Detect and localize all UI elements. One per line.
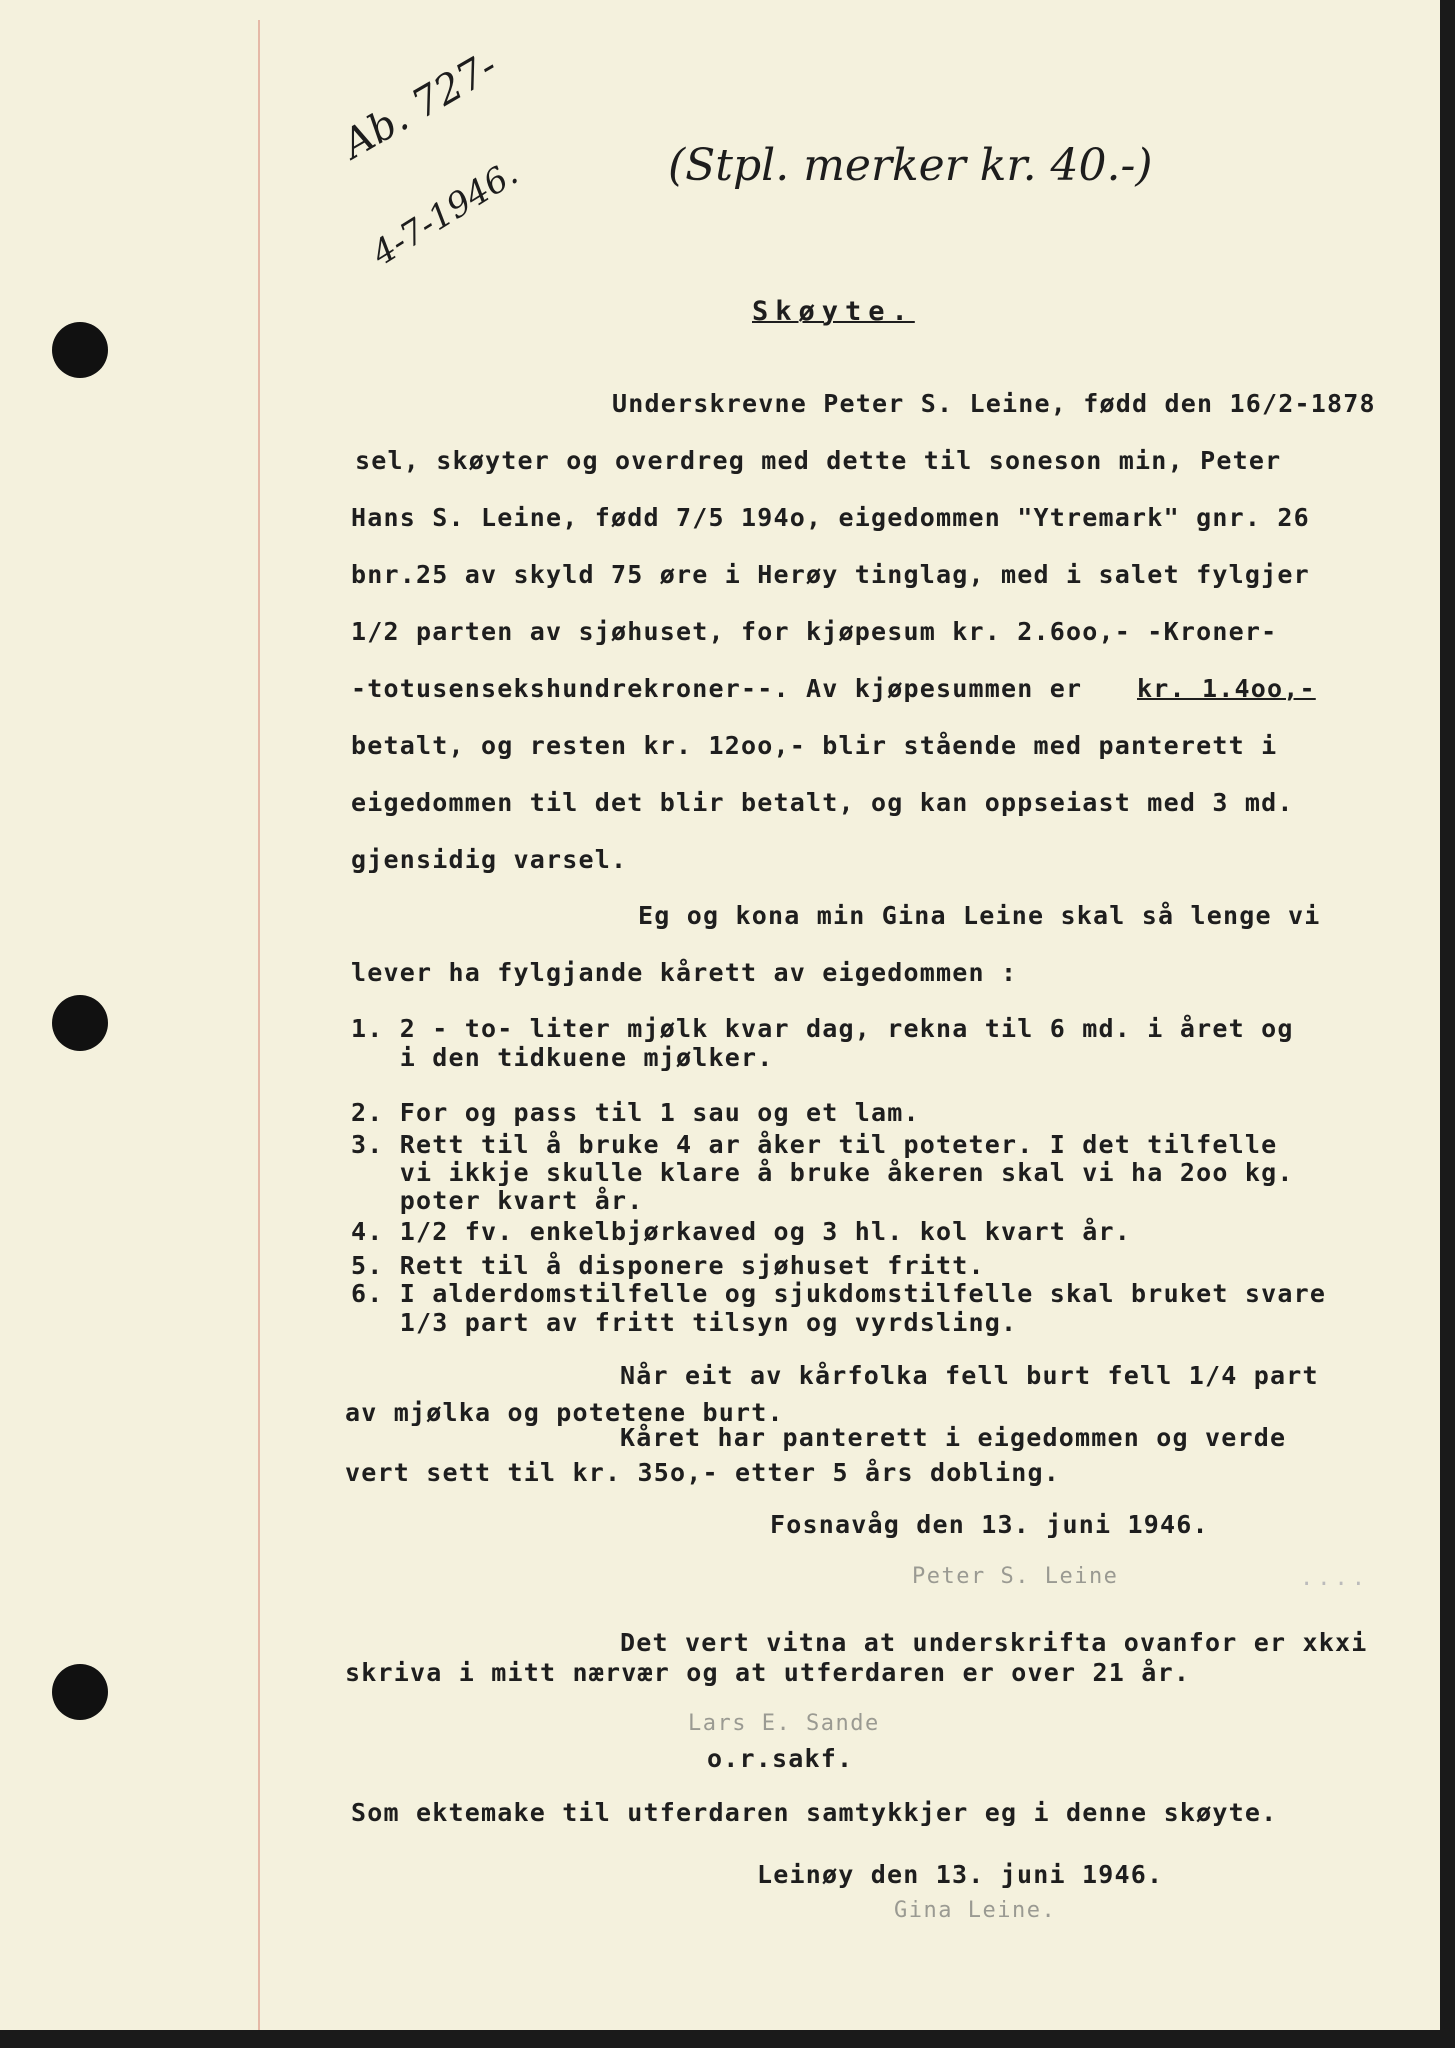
list-item: 1. 2 - to- liter mjølk kvar dag, rekna til 6 md. i året og (351, 1014, 1294, 1043)
closing-line: Når eit av kårfolka fell burt fell 1/4 part (620, 1361, 1319, 1390)
handwritten-reference: Ab. 727- (335, 43, 506, 168)
paragraph-line: -totusensekshundrekroner--. Av kjøpesummen er (351, 674, 1083, 703)
list-item: 4. 1/2 fv. enkelbjørkaved og 3 hl. kol kvart år. (351, 1217, 1132, 1246)
list-item: i den tidkuene mjølker. (351, 1043, 774, 1072)
paragraph-line: Underskrevne Peter S. Leine, fødd den 16/2-1878 (612, 389, 1376, 418)
paragraph-line: bnr.25 av skyld 75 øre i Herøy tinglag, med i salet fylgjer (351, 560, 1310, 589)
paragraph-line: gjensidig varsel. (351, 845, 628, 874)
witness-line: skriva i mitt nærvær og at utferdaren er over 21 år. (345, 1658, 1191, 1687)
closing-line: av mjølka og potetene burt. (345, 1398, 784, 1427)
paragraph-line: Hans S. Leine, fødd 7/5 194o, eigedommen "Ytremark" gnr. 26 (351, 503, 1310, 532)
punch-hole (52, 1664, 108, 1720)
closing-line: Kåret har panterett i eigedommen og verde (620, 1423, 1287, 1452)
list-item: 2. For og pass til 1 sau og et lam. (351, 1098, 920, 1127)
list-item: 1/3 part av fritt tilsyn og vyrdsling. (351, 1308, 1018, 1337)
witness-title: o.r.sakf. (707, 1744, 854, 1773)
document-title: Skøyte. (752, 296, 915, 327)
witness-line: Det vert vitna at underskrifta ovanfor er xkxi (620, 1628, 1368, 1657)
consent-line: Som ektemake til utferdaren samtykkjer eg i denne skøyte. (351, 1798, 1278, 1827)
paragraph-amount: kr. 1.4oo,- (1137, 674, 1316, 703)
place-date: Fosnavåg den 13. juni 1946. (770, 1510, 1209, 1539)
handwritten-date: 4-7-1946. (365, 153, 525, 274)
list-item: vi ikkje skulle klare å bruke åkeren skal vi ha 2oo kg. (351, 1158, 1294, 1187)
handwritten-stamp-note: (Stpl. merker kr. 40.-) (668, 140, 1153, 191)
list-item: 6. I alderdomstilfelle og sjukdomstilfelle skal bruket svare (351, 1279, 1327, 1308)
signature-witness: Lars E. Sande (688, 1711, 880, 1736)
paragraph-line: eigedommen til det blir betalt, og kan oppseiast med 3 md. (351, 788, 1294, 817)
punch-hole (52, 322, 108, 378)
signature-peter: Peter S. Leine (912, 1564, 1119, 1589)
paragraph-line: lever ha fylgjande kårett av eigedommen : (351, 958, 1018, 987)
list-item: poter kvart år. (351, 1186, 644, 1215)
list-item: 3. Rett til å bruke 4 ar åker til poteter. I det tilfelle (351, 1130, 1278, 1159)
signature-gina: Gina Leine. (894, 1898, 1057, 1923)
paragraph-line: betalt, og resten kr. 12oo,- blir stående med panterett i (351, 731, 1278, 760)
paragraph-line: 1/2 parten av sjøhuset, for kjøpesum kr. 2.6oo,- -Kroner- (351, 617, 1278, 646)
list-item: 5. Rett til å disponere sjøhuset fritt. (351, 1251, 985, 1280)
place-date: Leinøy den 13. juni 1946. (757, 1860, 1164, 1889)
signature-dots: .... (1300, 1566, 1369, 1591)
punch-hole (52, 995, 108, 1051)
paragraph-line: Eg og kona min Gina Leine skal så lenge vi (638, 901, 1321, 930)
margin-line (258, 20, 260, 2030)
closing-line: vert sett til kr. 35o,- etter 5 års dobling. (345, 1458, 1061, 1487)
paragraph-line: sel, skøyter og overdreg med dette til soneson min, Peter (355, 446, 1282, 475)
